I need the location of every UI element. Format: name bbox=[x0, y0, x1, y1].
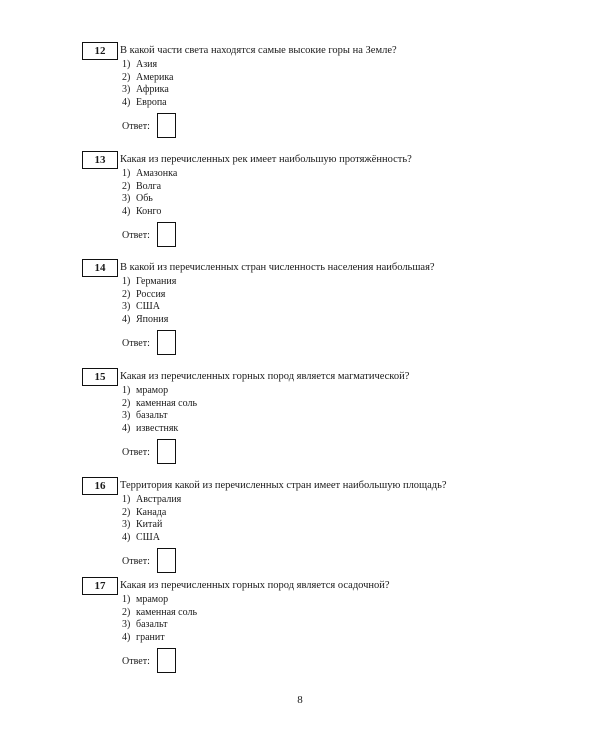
option-text: каменная соль bbox=[136, 397, 198, 409]
option-number: 3) bbox=[122, 619, 131, 630]
option-text: Америка bbox=[136, 71, 174, 83]
answer-label: Ответ: bbox=[122, 121, 150, 132]
option-text: известняк bbox=[136, 422, 179, 434]
answer-option bbox=[122, 632, 197, 645]
option-number: 4) bbox=[122, 96, 131, 108]
option-number: 1) bbox=[122, 276, 131, 287]
answer-options bbox=[122, 385, 197, 435]
option-number: 1) bbox=[122, 494, 131, 505]
option-text: Китай bbox=[136, 519, 163, 530]
question-text: В какой части света находятся самые высокие горы на Земле? bbox=[120, 45, 397, 56]
answer-option bbox=[122, 84, 174, 97]
question-number: 16 bbox=[82, 477, 118, 495]
answer-option bbox=[122, 59, 174, 72]
answer-option bbox=[122, 607, 197, 620]
answer-label: Ответ: bbox=[122, 230, 150, 241]
option-number: 2) bbox=[122, 288, 131, 300]
question-text: Какая из перечисленных горных пород является осадочной? bbox=[120, 580, 390, 591]
option-text: мрамор bbox=[136, 385, 169, 396]
answer-option bbox=[122, 385, 197, 398]
option-number: 2) bbox=[122, 397, 131, 409]
option-number: 2) bbox=[122, 606, 131, 618]
option-text: Волга bbox=[136, 180, 162, 192]
question-number: 12 bbox=[82, 42, 118, 60]
answer-options bbox=[122, 494, 181, 544]
option-number: 3) bbox=[122, 301, 131, 312]
answer-box[interactable] bbox=[157, 548, 176, 573]
option-text: Австралия bbox=[136, 494, 182, 505]
answer-label: Ответ: bbox=[122, 338, 150, 349]
answer-box[interactable] bbox=[157, 439, 176, 464]
option-number: 4) bbox=[122, 531, 131, 543]
option-text: Канада bbox=[136, 506, 167, 518]
answer-option bbox=[122, 314, 176, 327]
answer-option bbox=[122, 507, 181, 520]
answer-option bbox=[122, 619, 197, 632]
answer-option bbox=[122, 423, 197, 436]
answer-option bbox=[122, 72, 174, 85]
option-number: 1) bbox=[122, 59, 131, 70]
option-number: 2) bbox=[122, 506, 131, 518]
answer-option bbox=[122, 168, 177, 181]
option-number: 2) bbox=[122, 71, 131, 83]
option-number: 1) bbox=[122, 168, 131, 179]
answer-option bbox=[122, 532, 181, 545]
option-text: гранит bbox=[136, 631, 165, 643]
option-number: 3) bbox=[122, 519, 131, 530]
option-text: базальт bbox=[136, 410, 168, 421]
question-number: 15 bbox=[82, 368, 118, 386]
option-number: 3) bbox=[122, 84, 131, 95]
answer-option bbox=[122, 193, 177, 206]
question-text: Территория какой из перечисленных стран имеет наибольшую площадь? bbox=[120, 480, 447, 491]
answer-options bbox=[122, 59, 174, 109]
option-number: 4) bbox=[122, 205, 131, 217]
question-number: 17 bbox=[82, 577, 118, 595]
option-text: Амазонка bbox=[136, 168, 178, 179]
question-number: 13 bbox=[82, 151, 118, 169]
answer-box[interactable] bbox=[157, 648, 176, 673]
answer-options bbox=[122, 594, 197, 644]
option-text: Россия bbox=[136, 288, 166, 300]
answer-option bbox=[122, 494, 181, 507]
question-text: В какой из перечисленных стран численность населения наибольшая? bbox=[120, 262, 435, 273]
option-text: базальт bbox=[136, 619, 168, 630]
answer-option bbox=[122, 301, 176, 314]
answer-label: Ответ: bbox=[122, 556, 150, 567]
option-text: Африка bbox=[136, 84, 169, 95]
option-text: США bbox=[136, 531, 160, 543]
option-text: Обь bbox=[136, 193, 153, 204]
option-number: 4) bbox=[122, 631, 131, 643]
option-number: 1) bbox=[122, 594, 131, 605]
option-number: 3) bbox=[122, 410, 131, 421]
option-text: каменная соль bbox=[136, 606, 198, 618]
option-number: 1) bbox=[122, 385, 131, 396]
option-number: 4) bbox=[122, 313, 131, 325]
answer-option bbox=[122, 410, 197, 423]
option-text: Конго bbox=[136, 205, 162, 217]
question-number: 14 bbox=[82, 259, 118, 277]
option-number: 4) bbox=[122, 422, 131, 434]
option-text: Европа bbox=[136, 96, 167, 108]
option-text: Азия bbox=[136, 59, 158, 70]
answer-box[interactable] bbox=[157, 113, 176, 138]
option-text: Германия bbox=[136, 276, 177, 287]
answer-box[interactable] bbox=[157, 222, 176, 247]
answer-label: Ответ: bbox=[122, 447, 150, 458]
question-text: Какая из перечисленных горных пород является магматической? bbox=[120, 371, 410, 382]
option-number: 3) bbox=[122, 193, 131, 204]
option-text: мрамор bbox=[136, 594, 169, 605]
page-number: 8 bbox=[297, 694, 303, 706]
answer-option bbox=[122, 181, 177, 194]
answer-option bbox=[122, 519, 181, 532]
option-text: Япония bbox=[136, 313, 169, 325]
answer-options bbox=[122, 168, 177, 218]
answer-option bbox=[122, 276, 176, 289]
answer-box[interactable] bbox=[157, 330, 176, 355]
answer-options bbox=[122, 276, 176, 326]
answer-option bbox=[122, 97, 174, 110]
option-text: США bbox=[136, 301, 160, 312]
answer-option bbox=[122, 289, 176, 302]
option-number: 2) bbox=[122, 180, 131, 192]
answer-option bbox=[122, 594, 197, 607]
answer-label: Ответ: bbox=[122, 656, 150, 667]
question-text: Какая из перечисленных рек имеет наибольшую протяжённость? bbox=[120, 154, 412, 165]
answer-option bbox=[122, 398, 197, 411]
answer-option bbox=[122, 206, 177, 219]
